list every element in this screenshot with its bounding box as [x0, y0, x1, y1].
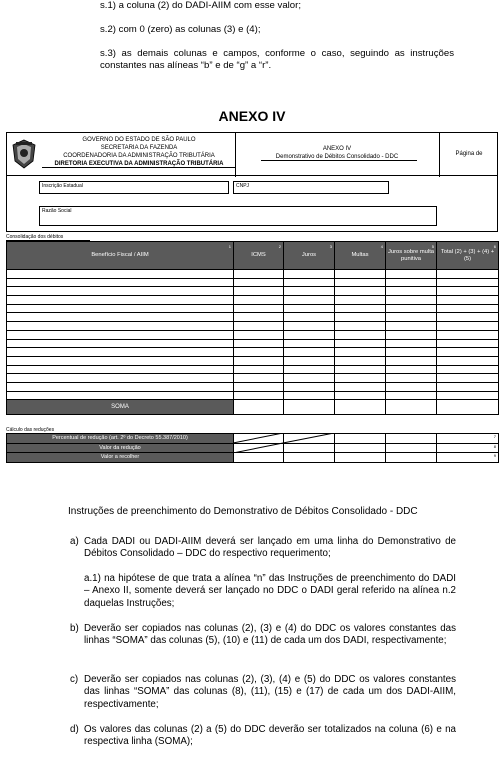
- table-cell[interactable]: [335, 287, 386, 296]
- column-number: 4: [380, 244, 383, 249]
- instruction-a: [70, 536, 456, 561]
- column-header: [437, 242, 499, 270]
- state-registration-field[interactable]: Inscrição Estadual: [39, 181, 229, 194]
- table-cell[interactable]: [284, 374, 335, 383]
- table-cell[interactable]: [335, 348, 386, 357]
- table-cell[interactable]: [386, 313, 437, 322]
- table-cell[interactable]: [234, 400, 284, 415]
- table-cell[interactable]: [7, 365, 234, 374]
- table-cell[interactable]: [335, 365, 386, 374]
- column-number: 6: [493, 244, 496, 249]
- annex-label: ANEXO IV: [322, 146, 352, 152]
- table-cell[interactable]: [7, 270, 234, 279]
- table-cell[interactable]: [7, 287, 234, 296]
- table-cell[interactable]: [234, 339, 284, 348]
- instruction-b: [70, 623, 456, 648]
- column-header: [234, 242, 284, 270]
- table-row: [7, 348, 499, 357]
- table-cell[interactable]: [284, 356, 335, 365]
- item-marker: b): [70, 623, 79, 634]
- gov-line: SECRETARIA DA FAZENDA: [100, 145, 178, 151]
- table-cell[interactable]: [284, 313, 335, 322]
- table-cell[interactable]: [386, 365, 437, 374]
- table-cell[interactable]: [335, 400, 386, 415]
- table-cell[interactable]: [335, 278, 386, 287]
- government-heading: [45, 136, 233, 168]
- table-cell[interactable]: [335, 339, 386, 348]
- instructions-title: Instruções de preenchimento do Demonstrativo de Débitos Consolidado - DDC: [68, 506, 418, 517]
- table-cell[interactable]: [437, 348, 499, 357]
- table-cell[interactable]: [284, 296, 335, 305]
- table-cell[interactable]: [7, 391, 234, 400]
- table-cell[interactable]: [386, 453, 437, 463]
- row-number: 9: [493, 453, 496, 458]
- table-cell[interactable]: [335, 296, 386, 305]
- table-cell[interactable]: [234, 304, 284, 313]
- column-header-label: Multas: [351, 252, 369, 258]
- table-cell[interactable]: [234, 453, 284, 463]
- table-cell[interactable]: [335, 374, 386, 383]
- table-cell[interactable]: [234, 348, 284, 357]
- column-header-label: Total (2) + (3) + (4) + (5): [440, 248, 495, 262]
- table-row: [7, 287, 499, 296]
- table-cell[interactable]: [284, 391, 335, 400]
- instruction-s2: s.2) com 0 (zero) as colunas (3) e (4);: [100, 24, 261, 35]
- table-cell[interactable]: [234, 296, 284, 305]
- table-cell[interactable]: [7, 313, 234, 322]
- table-cell[interactable]: [386, 322, 437, 331]
- annex-description: Demonstrativo de Débitos Consolidado - DDC: [275, 154, 399, 160]
- table-cell[interactable]: [386, 339, 437, 348]
- table-row: [7, 322, 499, 331]
- table-row: [7, 296, 499, 305]
- table-cell[interactable]: [234, 287, 284, 296]
- instruction-a1: [84, 573, 456, 610]
- table-row: [7, 313, 499, 322]
- table-cell[interactable]: [234, 322, 284, 331]
- table-cell[interactable]: [386, 330, 437, 339]
- table-cell[interactable]: [284, 304, 335, 313]
- table-cell[interactable]: [386, 356, 437, 365]
- table-cell[interactable]: [437, 304, 499, 313]
- item-text: Deverão ser copiados nas colunas (2), (3), (4) e (5) do DDC os valores constantes das linhas “SOMA” das colunas (8), (11), (15) e (17) de cada um dos DADI-AIIM, respectivamente;: [84, 674, 456, 710]
- table-cell[interactable]: [335, 453, 386, 463]
- reduction-label: Percentual de redução (art. 2º do Decreto 55.387/2010): [7, 434, 234, 444]
- table-cell[interactable]: [437, 391, 499, 400]
- column-header: [284, 242, 335, 270]
- table-cell[interactable]: [437, 270, 499, 279]
- table-cell[interactable]: [7, 356, 234, 365]
- table-cell[interactable]: [335, 304, 386, 313]
- column-header-label: ICMS: [251, 252, 266, 258]
- table-cell[interactable]: [234, 374, 284, 383]
- gov-line: GOVERNO DO ESTADO DE SÃO PAULO: [82, 137, 196, 143]
- table-cell[interactable]: [284, 322, 335, 331]
- table-cell[interactable]: [234, 391, 284, 400]
- table-cell[interactable]: [386, 270, 437, 279]
- row-number: 7: [493, 434, 496, 439]
- page-label: Página de: [455, 151, 483, 157]
- table-cell[interactable]: [284, 270, 335, 279]
- column-number: 5: [431, 244, 434, 249]
- item-text: Deverão ser copiados nas colunas (2), (3) e (4) do DDC os valores constantes das linhas “SOMA” das colunas (5), (10) e (11) de cada um dos DADI, respectivamente;: [84, 623, 456, 647]
- table-cell[interactable]: [284, 287, 335, 296]
- table-cell[interactable]: [234, 278, 284, 287]
- annex-heading: [237, 145, 437, 161]
- table-cell[interactable]: [437, 365, 499, 374]
- row-number: 8: [493, 443, 496, 449]
- table-cell[interactable]: [234, 356, 284, 365]
- table-cell[interactable]: [437, 330, 499, 339]
- state-seal-icon: [11, 139, 37, 169]
- table-cell[interactable]: [284, 400, 335, 415]
- table-cell[interactable]: [284, 278, 335, 287]
- table-cell[interactable]: [7, 322, 234, 331]
- divider: [439, 133, 440, 177]
- column-number: 2: [278, 244, 281, 249]
- table-cell[interactable]: [284, 382, 335, 391]
- table-cell[interactable]: [234, 270, 284, 279]
- column-header: [335, 242, 386, 270]
- table-row: [7, 339, 499, 348]
- table-cell[interactable]: [335, 391, 386, 400]
- table-cell[interactable]: [437, 382, 499, 391]
- column-header: [7, 242, 234, 270]
- column-header-label: Benefício Fiscal / AIIM: [91, 252, 149, 258]
- table-cell[interactable]: [437, 296, 499, 305]
- table-row: [7, 330, 499, 339]
- table-cell[interactable]: [7, 382, 234, 391]
- debts-table-body: [7, 270, 499, 415]
- table-cell[interactable]: [386, 374, 437, 383]
- divider: [42, 167, 235, 168]
- item-marker: d): [70, 724, 79, 735]
- section-consolidation-label: Consolidação dos débitos: [6, 234, 90, 241]
- soma-label: SOMA: [7, 400, 234, 415]
- column-header-label: Juros sobre multa punitiva: [387, 248, 435, 262]
- table-cell[interactable]: [7, 374, 234, 383]
- table-cell[interactable]: [7, 330, 234, 339]
- item-text: Cada DADI ou DADI-AIIM deverá ser lançado em uma linha do Demonstrativo de Débitos Consolidado – DDC do respectivo requerimento;: [84, 536, 456, 560]
- table-cell[interactable]: [7, 339, 234, 348]
- table-row: [7, 382, 499, 391]
- reduction-row: [7, 453, 499, 463]
- instruction-s1: s.1) a coluna (2) do DADI-AIIM com esse valor;: [100, 0, 302, 11]
- table-cell[interactable]: [335, 356, 386, 365]
- table-cell[interactable]: [234, 313, 284, 322]
- form-header: [6, 132, 498, 176]
- table-cell[interactable]: [284, 330, 335, 339]
- gov-line: DIRETORIA EXECUTIVA DA ADMINISTRAÇÃO TRIBUTÁRIA: [54, 161, 224, 167]
- table-cell[interactable]: [335, 270, 386, 279]
- table-cell[interactable]: [437, 287, 499, 296]
- table-row: [7, 356, 499, 365]
- table-cell[interactable]: [335, 313, 386, 322]
- table-cell[interactable]: [284, 348, 335, 357]
- table-cell[interactable]: [386, 278, 437, 287]
- table-cell[interactable]: [437, 400, 499, 415]
- soma-row: [7, 400, 499, 415]
- table-cell[interactable]: [386, 391, 437, 400]
- table-cell[interactable]: [437, 356, 499, 365]
- table-cell[interactable]: [437, 453, 499, 463]
- gov-line: COORDENADORIA DA ADMINISTRAÇÃO TRIBUTÁRIA: [63, 153, 215, 159]
- table-cell[interactable]: [386, 296, 437, 305]
- table-row: [7, 278, 499, 287]
- strike-through-lines: [233, 433, 498, 453]
- column-header-label: Juros: [301, 252, 317, 258]
- table-cell[interactable]: [437, 313, 499, 322]
- section-reductions-label: Cálculo das reduções: [6, 427, 86, 434]
- item-text: a.1) na hipótese de que trata a alínea “n” das Instruções de preenchimento do DADI – Anexo II, somente deverá ser lançado no DDC o DADI geral referido na alínea n.2 daquelas Instruções;: [84, 573, 456, 609]
- table-cell[interactable]: [7, 278, 234, 287]
- table-cell[interactable]: [284, 339, 335, 348]
- column-number: 3: [329, 244, 332, 249]
- debts-table: [6, 241, 499, 415]
- table-cell[interactable]: [386, 400, 437, 415]
- table-cell[interactable]: [7, 304, 234, 313]
- table-cell[interactable]: [234, 330, 284, 339]
- company-name-field[interactable]: Razão Social: [39, 206, 437, 226]
- table-cell[interactable]: [437, 322, 499, 331]
- item-marker: c): [70, 674, 79, 685]
- cnpj-field[interactable]: CNPJ: [233, 181, 389, 194]
- instruction-d: [70, 724, 456, 749]
- column-header: [386, 242, 437, 270]
- identification-box: [6, 176, 498, 232]
- column-number: 1: [228, 244, 231, 249]
- table-row: [7, 304, 499, 313]
- reduction-label: Valor a recolher: [7, 453, 234, 463]
- table-cell[interactable]: [386, 287, 437, 296]
- table-cell[interactable]: [335, 382, 386, 391]
- reduction-label: Valor da redução: [7, 443, 234, 453]
- table-cell[interactable]: [284, 365, 335, 374]
- table-cell[interactable]: [386, 348, 437, 357]
- table-row: [7, 270, 499, 279]
- ddc-form: [6, 132, 498, 468]
- annex-title: ANEXO IV: [218, 108, 286, 124]
- item-text: Os valores das colunas (2) a (5) do DDC deverão ser totalizados na coluna (6) e na respectiva linha (SOMA);: [84, 724, 456, 748]
- table-cell[interactable]: [437, 278, 499, 287]
- table-cell[interactable]: [386, 382, 437, 391]
- table-cell[interactable]: [437, 374, 499, 383]
- table-row: [7, 365, 499, 374]
- instruction-s3: s.3) as demais colunas e campos, conforme o caso, seguindo as instruções constantes nas alíneas “b” e de “g” a “r”.: [100, 48, 454, 71]
- instruction-c: [70, 674, 456, 711]
- table-cell[interactable]: [335, 322, 386, 331]
- divider: [235, 133, 236, 177]
- table-cell[interactable]: [234, 365, 284, 374]
- table-row: [7, 374, 499, 383]
- table-cell[interactable]: [7, 348, 234, 357]
- table-cell[interactable]: [335, 330, 386, 339]
- table-cell[interactable]: [386, 304, 437, 313]
- table-cell[interactable]: [437, 339, 499, 348]
- table-cell[interactable]: [234, 382, 284, 391]
- item-marker: a): [70, 536, 79, 547]
- divider: [261, 160, 417, 161]
- table-cell[interactable]: [7, 296, 234, 305]
- table-cell[interactable]: [284, 453, 335, 463]
- table-row: [7, 391, 499, 400]
